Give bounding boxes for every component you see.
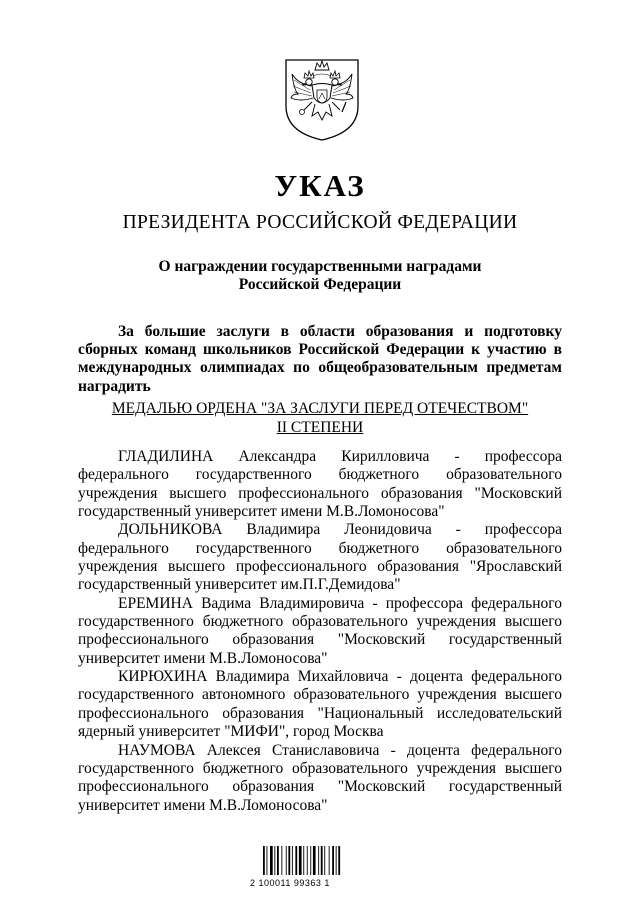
- barcode-bar: [267, 846, 268, 875]
- barcode-number: 2 100011 99363 1: [250, 878, 330, 888]
- recipient-entry: ГЛАДИЛИНА Александра Кирилловича - профессора федерального государственного бюджетного образовательного учреждения высшего профессионального образования "Московский государственный университет имени М.В.Ломоносова": [78, 448, 562, 521]
- decree-title-line-2: Российской Федерации: [238, 276, 402, 293]
- barcode-bar: [277, 846, 279, 875]
- barcode-bar: [295, 846, 297, 875]
- barcode-bar: [281, 846, 282, 875]
- barcode-bar: [288, 846, 290, 875]
- barcode-bar: [329, 846, 330, 875]
- award-name-line-2: II СТЕПЕНИ: [276, 418, 364, 436]
- barcode-bar: [313, 846, 316, 875]
- barcode-bar: [324, 846, 325, 875]
- barcode-icon: [263, 846, 363, 875]
- recipient-entry: ДОЛЬНИКОВА Владимира Леонидовича - профессора федерального государственного бюджетного образовательного учреждения высшего профессионального образования "Ярославский государственный университет им.П.Г.Демидова": [78, 521, 562, 594]
- russian-coat-of-arms-icon: [282, 58, 362, 142]
- decree-title-line-1: О награждении государственными наградами: [158, 258, 482, 275]
- document-subtitle: ПРЕЗИДЕНТА РОССИЙСКОЙ ФЕДЕРАЦИИ: [122, 212, 518, 233]
- recipients-list: [78, 448, 562, 815]
- barcode-bar: [338, 846, 340, 875]
- decree-preamble: За большие заслуги в области образования и подготовку сборных команд школьников Российской Федерации к участию в международных олимпиадах по общеобразовательным предметам наградить: [78, 323, 562, 395]
- barcode-bar: [286, 846, 287, 875]
- barcode-bar: [303, 846, 304, 875]
- recipient-entry: ЕРЕМИНА Вадима Владимировича - профессора федерального государственного бюджетного образовательного учреждения высшего профессионального образования "Московский государственный университет имени М.В.Ломоносова": [78, 594, 562, 667]
- barcode-bar: [318, 846, 319, 875]
- barcode-bar: [274, 846, 275, 875]
- barcode-bar: [321, 846, 323, 875]
- barcode-bar: [336, 846, 337, 875]
- barcode-bar: [310, 846, 311, 875]
- barcode-bar: [263, 846, 265, 875]
- barcode-bar: [270, 846, 273, 875]
- barcode-bar: [332, 846, 334, 875]
- barcode-bar: [307, 846, 308, 875]
- award-name: [0, 400, 640, 437]
- recipient-entry: КИРЮХИНА Владимира Михайловича - доцента федерального государственного автономного образовательного учреждения высшего профессионального образования "Национальный исследовательский ядерный университет "МИФИ", город Москва: [78, 668, 562, 741]
- barcode-bar: [292, 846, 293, 875]
- document-title: УКАЗ: [274, 168, 366, 203]
- barcode-bar: [299, 846, 302, 875]
- decree-title: [0, 258, 640, 294]
- recipient-entry: НАУМОВА Алексея Станиславовича - доцента федерального государственного бюджетного образовательного учреждения высшего профессионального образования "Московский государственный университет имени М.В.Ломоносова": [78, 741, 562, 814]
- award-name-line-1: МЕДАЛЬЮ ОРДЕНА "ЗА ЗАСЛУГИ ПЕРЕД ОТЕЧЕСТВОМ": [111, 400, 529, 417]
